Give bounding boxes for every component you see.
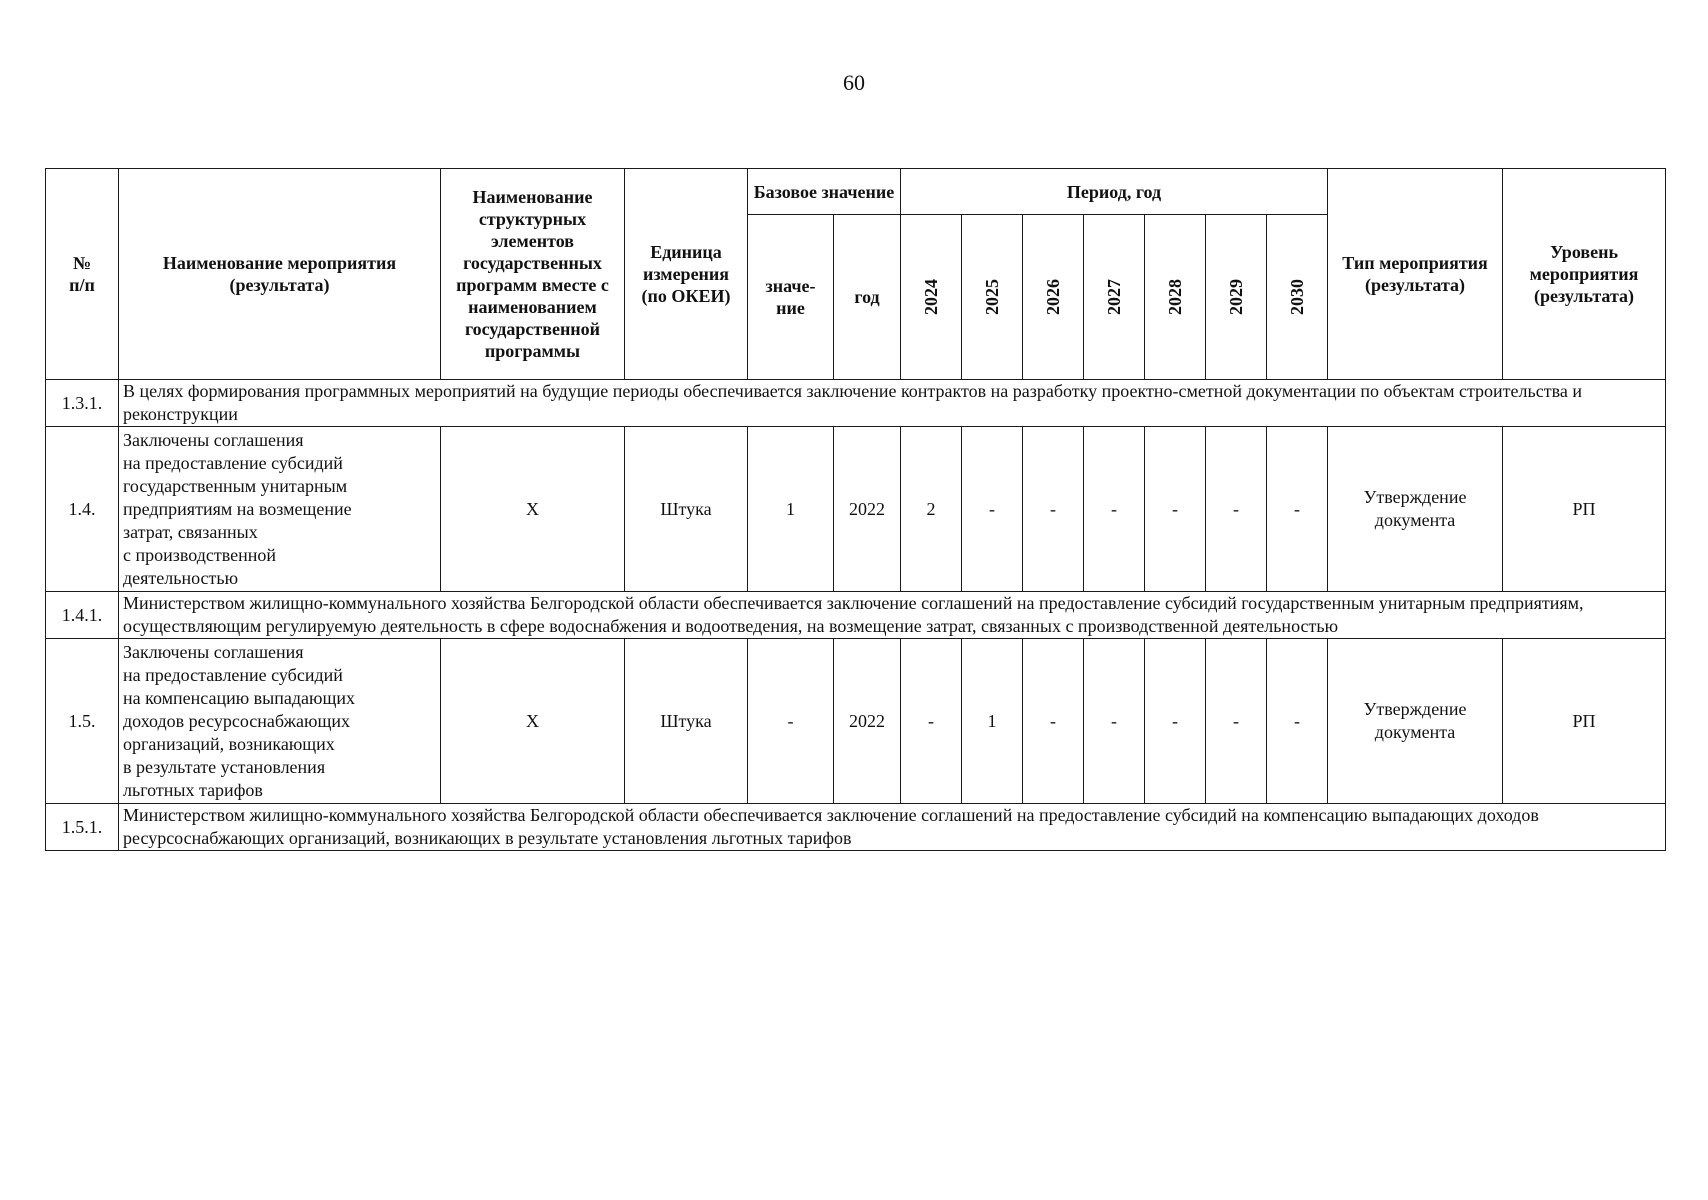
row-year-value: - (901, 639, 962, 804)
row-unit: Штука (625, 427, 748, 592)
header-year: 2030 (1267, 215, 1328, 380)
row-year-value: 1 (962, 639, 1023, 804)
row-base-year: 2022 (834, 427, 901, 592)
header-period: Период, год (901, 169, 1328, 215)
header-year: 2027 (1084, 215, 1145, 380)
row-year-value: - (1267, 639, 1328, 804)
row-structural: Х (441, 639, 625, 804)
row-year-value: 2 (901, 427, 962, 592)
row-unit: Штука (625, 639, 748, 804)
row-num: 1.3.1. (46, 380, 119, 427)
row-base-year: 2022 (834, 639, 901, 804)
row-num: 1.5. (46, 639, 119, 804)
row-num: 1.4. (46, 427, 119, 592)
header-year: 2024 (901, 215, 962, 380)
row-level: РП (1503, 639, 1666, 804)
header-base-year: год (834, 215, 901, 380)
row-year-value: - (1206, 427, 1267, 592)
header-year: 2029 (1206, 215, 1267, 380)
header-name: Наименование мероприятия (результата) (119, 169, 441, 380)
header-structural: Наименование структурных элементов государственных программ вместе с наименованием государственной программы (441, 169, 625, 380)
header-unit: Единица измерения (по ОКЕИ) (625, 169, 748, 380)
row-name: Заключены соглашения на предоставление субсидий на компенсацию выпадающих доходов ресурсоснабжающих организаций, возникающих в результате установления льготных тарифов (119, 639, 441, 804)
row-year-value: - (1023, 639, 1084, 804)
header-year: 2025 (962, 215, 1023, 380)
row-num: 1.5.1. (46, 804, 119, 851)
row-year-value: - (1023, 427, 1084, 592)
header-year: 2028 (1145, 215, 1206, 380)
header-level: Уровень мероприятия (результата) (1503, 169, 1666, 380)
row-year-value: - (1084, 639, 1145, 804)
row-level: РП (1503, 427, 1666, 592)
measures-table (45, 168, 1666, 851)
row-year-value: - (962, 427, 1023, 592)
row-year-value: - (1267, 427, 1328, 592)
row-num: 1.4.1. (46, 592, 119, 639)
row-structural: Х (441, 427, 625, 592)
row-base-value: 1 (748, 427, 834, 592)
row-year-value: - (1206, 639, 1267, 804)
row-description: Министерством жилищно-коммунального хозяйства Белгородской области обеспечивается заключение соглашений на предоставление субсидий государственным унитарным предприятиям, осуществляющим регулируемую деятельность в сфере водоснабжения и водоотведения, на возмещение затрат, связанных с производственной деятельностью (119, 592, 1666, 639)
header-type: Тип мероприятия (результата) (1328, 169, 1503, 380)
row-type: Утверждение документа (1328, 427, 1503, 592)
row-type: Утверждение документа (1328, 639, 1503, 804)
row-description: Министерством жилищно-коммунального хозяйства Белгородской области обеспечивается заключение соглашений на предоставление субсидий на компенсацию выпадающих доходов ресурсоснабжающих организаций, возникающих в результате установления льготных тарифов (119, 804, 1666, 851)
header-base-value: значе- ние (748, 215, 834, 380)
page-number: 60 (843, 70, 865, 95)
row-year-value: - (1084, 427, 1145, 592)
row-name: Заключены соглашения на предоставление субсидий государственным унитарным предприятиям на возмещение затрат, связанных с производственной деятельностью (119, 427, 441, 592)
row-year-value: - (1145, 639, 1206, 804)
header-year: 2026 (1023, 215, 1084, 380)
header-base: Базовое значение (748, 169, 901, 215)
row-description: В целях формирования программных мероприятий на будущие периоды обеспечивается заключение контрактов на разработку проектно-сметной документации по объектам строительства и реконструкции (119, 380, 1666, 427)
row-year-value: - (1145, 427, 1206, 592)
row-base-value: - (748, 639, 834, 804)
header-num: № п/п (46, 169, 119, 380)
